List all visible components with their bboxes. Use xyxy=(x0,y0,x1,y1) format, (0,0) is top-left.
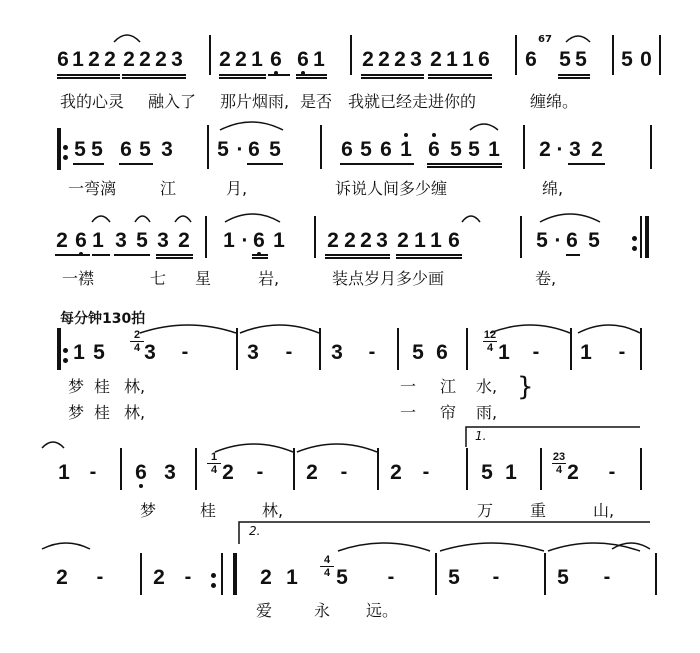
barline xyxy=(320,125,322,169)
note: 5 xyxy=(481,461,493,484)
tie xyxy=(540,214,600,222)
ts-top: 1 xyxy=(210,451,218,463)
note: 6 xyxy=(436,341,448,364)
tie xyxy=(42,442,64,448)
note: 2 xyxy=(56,229,68,252)
barline xyxy=(520,216,522,258)
tie xyxy=(490,325,570,333)
lyric: 是否 xyxy=(300,92,333,111)
tie xyxy=(92,216,110,222)
note: 2 xyxy=(219,48,231,71)
note: 2 xyxy=(394,48,406,71)
note-extension: - xyxy=(256,461,264,483)
note: 6 xyxy=(250,230,268,251)
grace-notes: 67 xyxy=(538,34,552,45)
tie xyxy=(42,543,90,549)
barline xyxy=(659,35,661,75)
note: 6 xyxy=(566,229,578,252)
note: 1 xyxy=(58,461,70,484)
lyric: 诉说人间多少缠 xyxy=(335,179,448,198)
note: 2 xyxy=(567,461,579,484)
lyric: 万 xyxy=(477,501,494,520)
note: 5 xyxy=(336,566,348,589)
lyric: 林, xyxy=(124,377,146,396)
note: 3 xyxy=(115,229,127,252)
ts-top: 2 xyxy=(133,329,141,341)
underline-beam xyxy=(568,163,605,165)
note: 3 xyxy=(331,341,343,364)
note-extension: - xyxy=(608,461,616,483)
note: 2 xyxy=(430,48,442,71)
note: 5 xyxy=(621,48,633,71)
note: 3 xyxy=(161,138,173,161)
barline xyxy=(645,216,649,258)
octave-dot xyxy=(139,484,143,488)
tie xyxy=(548,543,640,551)
note: 6 xyxy=(448,229,460,252)
note: 3 xyxy=(247,341,259,364)
note: 3 xyxy=(157,229,169,252)
barline xyxy=(233,553,237,595)
lyric: 林, xyxy=(262,501,284,520)
note-extension: - xyxy=(340,461,348,483)
repeat-dot xyxy=(632,246,637,251)
note: 2 xyxy=(539,138,551,161)
lyric: 爱 xyxy=(256,601,273,620)
underline-beam xyxy=(296,77,327,79)
note: 5 xyxy=(557,566,569,589)
barline xyxy=(523,125,525,169)
underline-beam xyxy=(558,74,590,76)
note: 2 xyxy=(123,48,135,71)
underline-beam xyxy=(122,77,186,79)
lyric: 桂 xyxy=(200,501,217,520)
note: 1 xyxy=(462,48,474,71)
barline xyxy=(209,35,211,75)
repeat-dot xyxy=(63,155,68,160)
underline-beam xyxy=(92,254,110,256)
time-signature xyxy=(207,452,221,475)
note: 5 xyxy=(91,138,103,161)
note: 3 xyxy=(376,229,388,252)
lyric: 梦 xyxy=(68,403,85,422)
note: 1 xyxy=(580,341,592,364)
barline xyxy=(435,553,437,595)
ts-bottom: 4 xyxy=(323,567,331,579)
note: 2 xyxy=(153,566,165,589)
barline xyxy=(640,328,642,370)
note: 0 xyxy=(640,48,652,71)
barline xyxy=(655,553,657,595)
tie xyxy=(462,216,480,222)
note: 1 xyxy=(313,48,325,71)
note: 6 xyxy=(380,138,392,161)
underline-beam xyxy=(325,257,390,259)
underline-beam xyxy=(296,74,327,76)
tie xyxy=(578,325,640,333)
lyric: 一弯漓 xyxy=(68,179,117,198)
underline-beam xyxy=(252,257,268,259)
repeat-dot xyxy=(211,573,216,578)
note: 1 xyxy=(273,229,285,252)
underline-beam xyxy=(156,254,193,256)
note: · xyxy=(556,138,564,161)
lyric: 桂 xyxy=(94,377,111,396)
note: 2 xyxy=(56,566,68,589)
barline xyxy=(377,448,379,490)
barline xyxy=(140,553,142,595)
note: 6 xyxy=(478,48,490,71)
note: 3 xyxy=(164,461,176,484)
underline-beam xyxy=(396,257,462,259)
barline xyxy=(612,35,614,75)
note: 5 xyxy=(136,229,148,252)
note-extension: - xyxy=(184,566,192,588)
note: 6 xyxy=(132,462,150,483)
repeat-dot xyxy=(632,236,637,241)
barline xyxy=(205,216,207,258)
lyric: 一 xyxy=(400,377,417,396)
barline xyxy=(236,328,238,370)
note: 2 xyxy=(178,229,190,252)
lyric: 那片烟雨, xyxy=(220,92,290,111)
underline-beam xyxy=(114,254,150,256)
note: 5 xyxy=(412,341,424,364)
octave-dot xyxy=(404,133,408,137)
underline-beam xyxy=(122,74,186,76)
tie xyxy=(215,444,293,452)
repeat-dot xyxy=(63,145,68,150)
note: 3 xyxy=(410,48,422,71)
underline-beam xyxy=(566,254,580,256)
lyric: 星 xyxy=(195,269,212,288)
barline xyxy=(57,128,61,170)
underline-beam xyxy=(428,74,492,76)
note: 1 xyxy=(251,48,263,71)
note-extension: - xyxy=(89,461,97,483)
barline xyxy=(195,448,197,490)
note: 3 xyxy=(144,341,156,364)
note: 2 xyxy=(591,138,603,161)
repeat-dot xyxy=(63,358,68,363)
time-signature xyxy=(320,555,334,578)
note: 1 xyxy=(498,341,510,364)
underline-beam xyxy=(119,163,153,165)
tie xyxy=(440,543,544,551)
ts-top: 23 xyxy=(552,451,566,463)
note: 1 xyxy=(488,138,500,161)
lyric: 远。 xyxy=(366,601,399,620)
ts-bottom: 4 xyxy=(210,464,218,476)
note: 5 xyxy=(536,229,548,252)
volta-bracket xyxy=(466,427,640,447)
note-extension: - xyxy=(618,341,626,363)
time-signature xyxy=(483,330,497,353)
lyric: 梦 xyxy=(140,501,157,520)
underline-beam xyxy=(340,163,414,165)
lyric: 江 xyxy=(440,377,457,396)
lyric: 一襟 xyxy=(62,269,95,288)
note: 1 xyxy=(430,229,442,252)
barline xyxy=(570,328,572,370)
note: 5 xyxy=(93,341,105,364)
note-extension: - xyxy=(285,341,293,363)
note: 6 xyxy=(425,139,443,160)
note: 1 xyxy=(446,48,458,71)
tie xyxy=(297,444,377,452)
note: · xyxy=(241,229,249,252)
underline-beam xyxy=(57,74,120,76)
ts-bottom: 4 xyxy=(555,464,563,476)
note: 2 xyxy=(222,461,234,484)
repeat-dot xyxy=(63,348,68,353)
barline xyxy=(293,448,295,490)
octave-dot xyxy=(432,133,436,137)
lyric: 融入了 xyxy=(148,92,197,111)
note: 5 xyxy=(588,229,600,252)
lyric: 我的心灵 xyxy=(60,92,125,111)
note-extension: - xyxy=(181,341,189,363)
underline-beam xyxy=(361,77,424,79)
barline xyxy=(319,328,321,370)
note: 2 xyxy=(104,48,116,71)
barline xyxy=(515,35,517,75)
underline-beam xyxy=(325,254,390,256)
note: 5 xyxy=(559,48,571,71)
underline-beam xyxy=(361,74,424,76)
lyric: 桂 xyxy=(94,403,111,422)
underline-beam xyxy=(219,77,266,79)
barline xyxy=(314,216,316,258)
lyric: 一 xyxy=(400,403,417,422)
note: 2 xyxy=(378,48,390,71)
note: 5 xyxy=(74,138,86,161)
barline xyxy=(540,448,542,490)
tie xyxy=(140,325,236,333)
underline-beam xyxy=(219,74,266,76)
barline xyxy=(350,35,352,75)
lyric: 雨, xyxy=(476,403,498,422)
note: 2 xyxy=(155,48,167,71)
lyric: 江 xyxy=(160,179,177,198)
note: 2 xyxy=(260,566,272,589)
note-extension: - xyxy=(603,566,611,588)
underline-beam xyxy=(55,254,90,256)
note: 5 xyxy=(448,566,460,589)
underline-beam xyxy=(156,257,193,259)
note: 5 xyxy=(450,138,462,161)
repeat-dot xyxy=(211,583,216,588)
barline xyxy=(57,328,61,370)
note: 5 xyxy=(468,138,480,161)
note: 6 xyxy=(72,230,90,251)
note-extension: - xyxy=(368,341,376,363)
note: 1 xyxy=(414,229,426,252)
note: 3 xyxy=(569,138,581,161)
volta-label: 1. xyxy=(475,429,487,443)
verse-brace: } xyxy=(517,372,534,402)
tie xyxy=(566,36,590,42)
tie xyxy=(225,214,280,222)
tie xyxy=(240,325,319,333)
note: 1 xyxy=(286,566,298,589)
barline xyxy=(221,553,223,595)
barline xyxy=(207,125,209,169)
note: 1 xyxy=(223,229,235,252)
tie xyxy=(175,216,191,222)
tie xyxy=(135,216,150,222)
time-signature xyxy=(130,330,144,353)
note: 2 xyxy=(397,229,409,252)
note: 5 xyxy=(139,138,151,161)
lyric: 七 xyxy=(150,269,167,288)
note: 1 xyxy=(92,229,104,252)
note: · xyxy=(236,138,244,161)
note: 5 xyxy=(575,48,587,71)
lyric: 永 xyxy=(314,601,331,620)
lyric: 月, xyxy=(226,179,248,198)
lyric: 我就已经走进你的 xyxy=(348,92,477,111)
note: 6 xyxy=(248,138,260,161)
note: 6 xyxy=(57,48,69,71)
underline-beam xyxy=(428,77,492,79)
ts-bottom: 4 xyxy=(133,342,141,354)
note: 2 xyxy=(327,229,339,252)
note: · xyxy=(554,229,562,252)
note: 5 xyxy=(217,138,229,161)
tempo-marking: 每分钟130拍 xyxy=(60,311,146,327)
lyric: 装点岁月多少画 xyxy=(332,269,445,288)
barline xyxy=(120,448,122,490)
note: 2 xyxy=(306,461,318,484)
lyric: 缠绵。 xyxy=(530,92,579,111)
lyric: 梦 xyxy=(68,377,85,396)
barline xyxy=(466,448,468,490)
volta-label: 2. xyxy=(249,524,261,538)
note: 1 xyxy=(505,461,517,484)
volta-bracket xyxy=(239,522,650,544)
note: 1 xyxy=(72,48,84,71)
tie xyxy=(220,122,283,130)
note: 1 xyxy=(400,138,412,161)
barline xyxy=(650,125,652,169)
note: 2 xyxy=(344,229,356,252)
tie xyxy=(114,35,140,42)
note-extension: - xyxy=(96,566,104,588)
ts-bottom: 4 xyxy=(486,342,494,354)
lyric: 卷, xyxy=(535,269,557,288)
underline-beam xyxy=(558,77,590,79)
note: 6 xyxy=(341,138,353,161)
ts-top: 12 xyxy=(483,329,497,341)
note: 3 xyxy=(171,48,183,71)
underline-beam xyxy=(427,166,502,168)
note: 2 xyxy=(362,48,374,71)
lyric: 山, xyxy=(593,501,615,520)
barline xyxy=(640,216,642,258)
lyric: 水, xyxy=(476,377,498,396)
underline-beam xyxy=(427,163,502,165)
note: 1 xyxy=(73,341,85,364)
time-signature xyxy=(552,452,566,475)
tie xyxy=(470,124,498,130)
note: 5 xyxy=(360,138,372,161)
lyric: 林, xyxy=(124,403,146,422)
note-extension: - xyxy=(532,341,540,363)
tie xyxy=(338,543,430,551)
underline-beam xyxy=(57,77,120,79)
note: 6 xyxy=(297,48,309,71)
lyric: 帘 xyxy=(440,403,457,422)
underline-beam xyxy=(252,254,268,256)
underline-beam xyxy=(73,163,104,165)
note-extension: - xyxy=(387,566,395,588)
note: 2 xyxy=(235,48,247,71)
note-extension: - xyxy=(422,461,430,483)
barline xyxy=(397,328,399,370)
note: 2 xyxy=(88,48,100,71)
barline xyxy=(466,328,468,370)
underline-beam xyxy=(396,254,462,256)
note: 5 xyxy=(269,138,281,161)
note: 2 xyxy=(390,461,402,484)
lyric: 绵, xyxy=(542,179,564,198)
lyric: 重 xyxy=(530,501,547,520)
note-extension: - xyxy=(492,566,500,588)
lyric: 岩, xyxy=(258,269,280,288)
note: 6 xyxy=(267,49,285,70)
barline xyxy=(640,448,642,490)
underline-beam xyxy=(268,74,290,76)
underline-beam xyxy=(247,163,283,165)
note: 2 xyxy=(139,48,151,71)
note: 6 xyxy=(120,138,132,161)
note: 6 xyxy=(525,48,537,71)
ts-top: 4 xyxy=(323,554,331,566)
note: 2 xyxy=(360,229,372,252)
barline xyxy=(544,553,546,595)
